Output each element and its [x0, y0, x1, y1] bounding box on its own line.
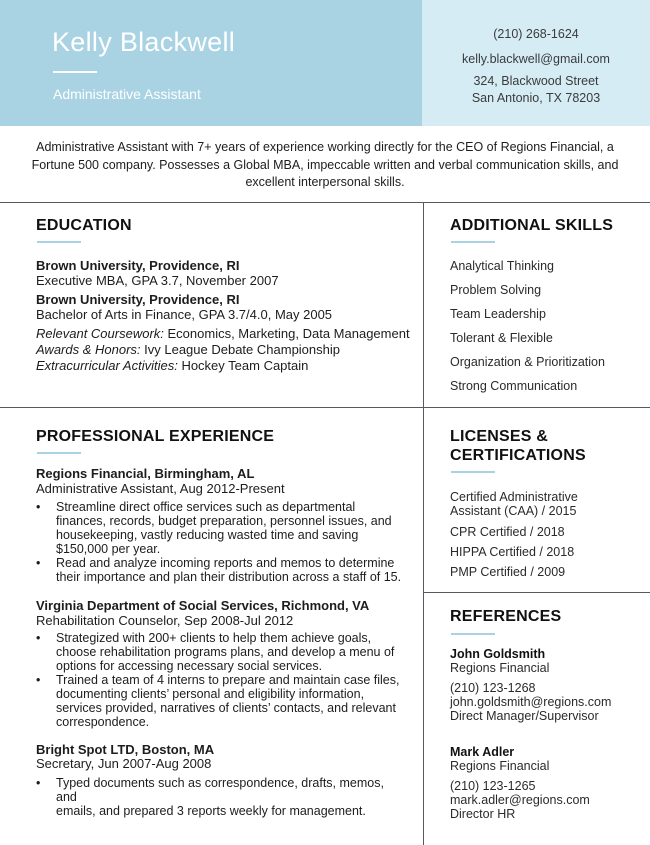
- education-degree: Bachelor of Arts in Finance, GPA 3.7/4.0, May 2005: [36, 307, 333, 322]
- contact-email: kelly.blackwell@gmail.com: [462, 52, 610, 66]
- job-organization: Virginia Department of Social Services, Richmond, VA: [36, 598, 370, 613]
- education-school: Brown University, Providence, RI: [36, 292, 240, 307]
- skill-item: Strong Communication: [450, 379, 578, 393]
- coursework-value: Economics, Marketing, Data Management: [163, 326, 410, 341]
- job-bullet: • Strategized with 200+ clients to help them achieve goals, choose rehabilitation programs plans, and develop a menu of options for accessing necessary social services.: [36, 631, 406, 673]
- license-item: HIPPA Certified / 2018: [450, 545, 575, 559]
- licenses-heading-line2: CERTIFICATIONS: [450, 447, 586, 464]
- license-item: CPR Certified / 2018: [450, 525, 565, 539]
- divider-top: [0, 202, 650, 203]
- header-name-panel: [0, 0, 422, 126]
- job-bullet: • Read and analyze incoming reports and memos to determine their importance and plan their distribution across a staff of 15.: [36, 556, 406, 584]
- licenses-accent: [451, 471, 495, 473]
- skill-item: Tolerant & Flexible: [450, 331, 553, 345]
- education-accent: [37, 241, 81, 243]
- extracurricular-value: Hockey Team Captain: [177, 358, 309, 373]
- skill-item: Analytical Thinking: [450, 259, 554, 273]
- job-role: Rehabilitation Counselor, Sep 2008-Jul 2012: [36, 613, 294, 628]
- job-organization: Regions Financial, Birmingham, AL: [36, 466, 255, 481]
- reference-phone: (210) 123-1268: [450, 681, 536, 695]
- divider-middle: [0, 407, 650, 408]
- education-coursework: [36, 326, 410, 342]
- job-bullet: • Streamline direct office services such as departmental finances, records, budget preparation, personnel issues, and housekeeping, vastly reducing wasted time and saving $150,000 per year.: [36, 500, 406, 556]
- reference-company: Regions Financial: [450, 759, 550, 773]
- job-role: Administrative Assistant, Aug 2012-Present: [36, 481, 285, 496]
- reference-email: mark.adler@regions.com: [450, 793, 590, 807]
- experience-accent: [37, 452, 81, 454]
- education-awards: [36, 342, 340, 358]
- skill-item: Problem Solving: [450, 283, 542, 297]
- contact-address-line1: 324, Blackwood Street: [473, 74, 599, 88]
- reference-company: Regions Financial: [450, 661, 550, 675]
- references-accent: [451, 633, 495, 635]
- reference-role: Direct Manager/Supervisor: [450, 709, 599, 723]
- experience-heading: PROFESSIONAL EXPERIENCE: [36, 428, 275, 445]
- contact-address-line2: San Antonio, TX 78203: [471, 91, 601, 105]
- license-item: PMP Certified / 2009: [450, 565, 566, 579]
- skills-heading: ADDITIONAL SKILLS: [450, 217, 614, 234]
- awards-label: Awards & Honors:: [36, 342, 141, 357]
- license-item-cont: Assistant (CAA) / 2015: [450, 504, 577, 518]
- licenses-heading: LICENSES &: [450, 428, 549, 445]
- extracurricular-label: Extracurricular Activities:: [36, 358, 178, 373]
- divider-right-lower: [423, 592, 650, 593]
- job-bullets: [36, 500, 406, 584]
- awards-value: Ivy League Debate Championship: [140, 342, 340, 357]
- candidate-title: Administrative Assistant: [53, 86, 201, 102]
- job-bullets: [36, 776, 406, 818]
- reference-email: john.goldsmith@regions.com: [450, 695, 612, 709]
- job-organization: Bright Spot LTD, Boston, MA: [36, 742, 215, 757]
- candidate-name: Kelly Blackwell: [52, 27, 236, 57]
- education-school: Brown University, Providence, RI: [36, 258, 240, 273]
- job-bullet: • Trained a team of 4 interns to prepare and maintain case files, documenting clients’ personal and eligibility information, services provided, narratives of clients’ contacts, and relevant correspondence.: [36, 673, 406, 729]
- reference-name: Mark Adler: [450, 745, 515, 759]
- reference-phone: (210) 123-1265: [450, 779, 536, 793]
- contact-phone: (210) 268-1624: [493, 27, 579, 41]
- column-divider: [423, 202, 424, 845]
- license-item: Certified Administrative: [450, 490, 578, 504]
- skill-item: Team Leadership: [450, 307, 546, 321]
- education-heading: EDUCATION: [36, 217, 132, 234]
- coursework-label: Relevant Coursework:: [36, 326, 164, 341]
- education-degree: Executive MBA, GPA 3.7, November 2007: [36, 273, 279, 288]
- reference-role: Director HR: [450, 807, 516, 821]
- job-role: Secretary, Jun 2007-Aug 2008: [36, 756, 212, 771]
- name-divider: [53, 71, 97, 73]
- job-bullet: • Typed documents such as correspondence, drafts, memos, and emails, and prepared 3 reports weekly for management.: [36, 776, 406, 818]
- job-bullets: [36, 631, 406, 729]
- skills-accent: [451, 241, 495, 243]
- skill-item: Organization & Prioritization: [450, 355, 605, 369]
- reference-name: John Goldsmith: [450, 647, 546, 661]
- education-extracurricular: [36, 358, 308, 374]
- references-heading: REFERENCES: [450, 608, 562, 625]
- professional-summary: Administrative Assistant with 7+ years of experience working directly for the CEO of Regions Financial, a Fortune 500 company. Possesses a Global MBA, impeccable written and verbal communication skills, and excellent interpersonal skills.: [31, 140, 619, 189]
